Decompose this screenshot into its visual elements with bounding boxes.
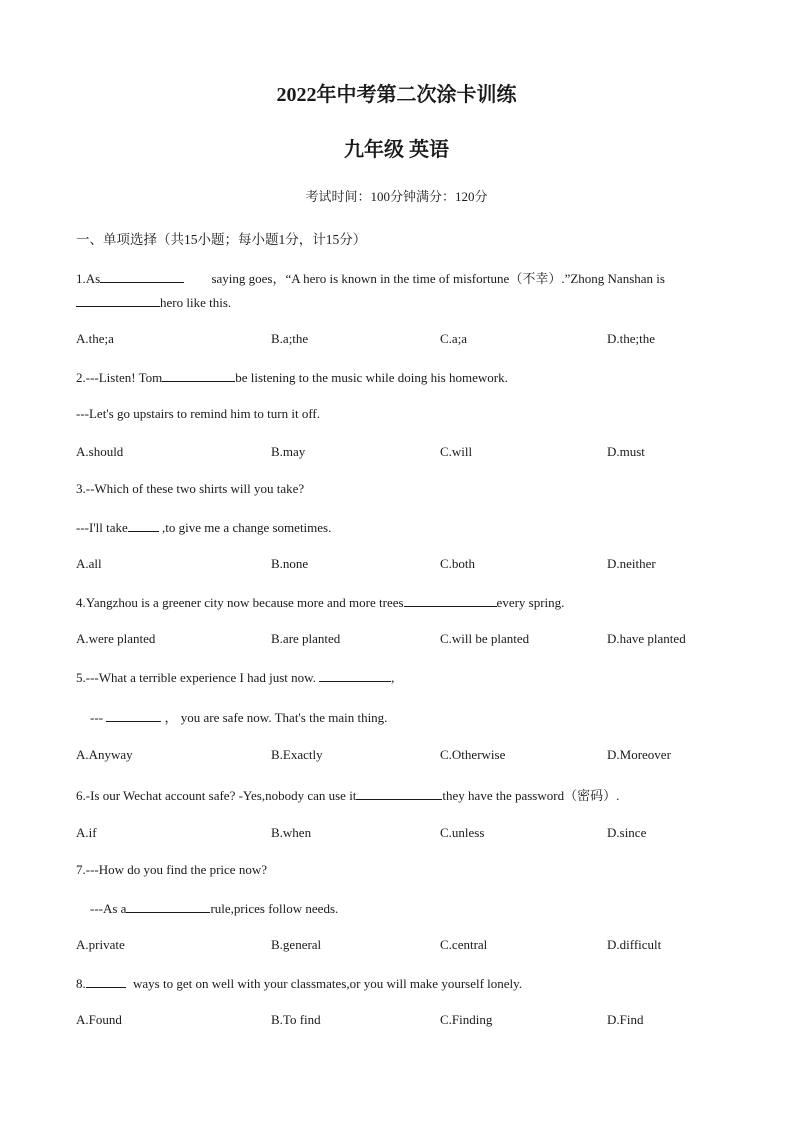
option-b: B.general [271, 937, 322, 952]
question-7-line-2: ---As a rule,prices follow needs. [90, 901, 339, 916]
answer-blank [100, 270, 184, 283]
answer-blank [404, 594, 497, 607]
option-c: C.will be planted [440, 631, 530, 646]
question-5-line-1: 5.---What a terrible experience I had just now. , [76, 670, 395, 685]
option-d: D.Find [607, 1012, 644, 1027]
option-c: C.Otherwise [440, 747, 506, 762]
question-6-line-1: 6.-Is our Wechat account safe? -Yes,nobody can use it they have the password（密码）. [76, 788, 620, 803]
option-d: D.have planted [607, 631, 686, 646]
option-c: C.both [440, 556, 476, 571]
section-heading: 一、单项选择（共15小题；每小题1分，计15分） [76, 232, 367, 247]
option-c: C.central [440, 937, 488, 952]
exam-title: 2022年中考第二次涂卡训练 [276, 84, 517, 106]
answer-blank [86, 975, 126, 988]
option-a: A.all [76, 556, 102, 571]
option-b: B.Exactly [271, 747, 323, 762]
option-a: A.Found [76, 1012, 122, 1027]
option-c: C.unless [440, 825, 485, 840]
option-d: D.Moreover [607, 747, 671, 762]
answer-blank [162, 369, 235, 382]
answer-blank [319, 669, 391, 682]
question-2-line-2: ---Let's go upstairs to remind him to turn it off. [76, 406, 321, 421]
option-c: C.Finding [440, 1012, 493, 1027]
answer-blank [356, 787, 442, 800]
option-d: D.since [607, 825, 647, 840]
question-8-line-1: 8. ways to get on well with your classmates,or you will make yourself lonely. [76, 976, 523, 991]
question-7-line-1: 7.---How do you find the price now? [76, 862, 267, 877]
option-a: A.if [76, 825, 97, 840]
option-a: A.Anyway [76, 747, 133, 762]
question-4-line-1: 4.Yangzhou is a greener city now because more and more trees every spring. [76, 595, 565, 610]
exam-info: 考试时间：100分钟满分：120分 [305, 189, 488, 204]
option-a: A.should [76, 444, 124, 459]
option-b: B.a;the [271, 331, 309, 346]
option-a: A.were planted [76, 631, 156, 646]
question-1-line-2: hero like this. [76, 294, 231, 311]
question-2-line-1: 2.---Listen! Tom be listening to the music while doing his homework. [76, 370, 508, 385]
option-d: D.the;the [607, 331, 656, 346]
option-c: C.will [440, 444, 473, 459]
option-a: A.private [76, 937, 125, 952]
option-d: D.neither [607, 556, 656, 571]
option-d: D.difficult [607, 937, 662, 952]
question-5-line-2: --- ， you are safe now. That's the main thing. [90, 710, 388, 725]
question-1-line-1: 1.As saying goes，“A hero is known in the time of misfortune（不幸）.”Zhong Nanshan is [76, 271, 665, 286]
question-3-line-2: ---I'll take ,to give me a change sometimes. [76, 520, 332, 535]
answer-blank [128, 519, 159, 532]
option-c: C.a;a [440, 331, 468, 346]
option-b: B.are planted [271, 631, 341, 646]
option-a: A.the;a [76, 331, 114, 346]
answer-blank [106, 709, 161, 722]
option-b: B.To find [271, 1012, 321, 1027]
option-b: B.none [271, 556, 309, 571]
option-d: D.must [607, 444, 645, 459]
answer-blank [126, 900, 210, 913]
option-b: B.may [271, 444, 306, 459]
answer-blank [76, 294, 160, 307]
exam-subtitle: 九年级 英语 [344, 139, 449, 161]
question-3-line-1: 3.--Which of these two shirts will you take? [76, 481, 305, 496]
option-b: B.when [271, 825, 312, 840]
